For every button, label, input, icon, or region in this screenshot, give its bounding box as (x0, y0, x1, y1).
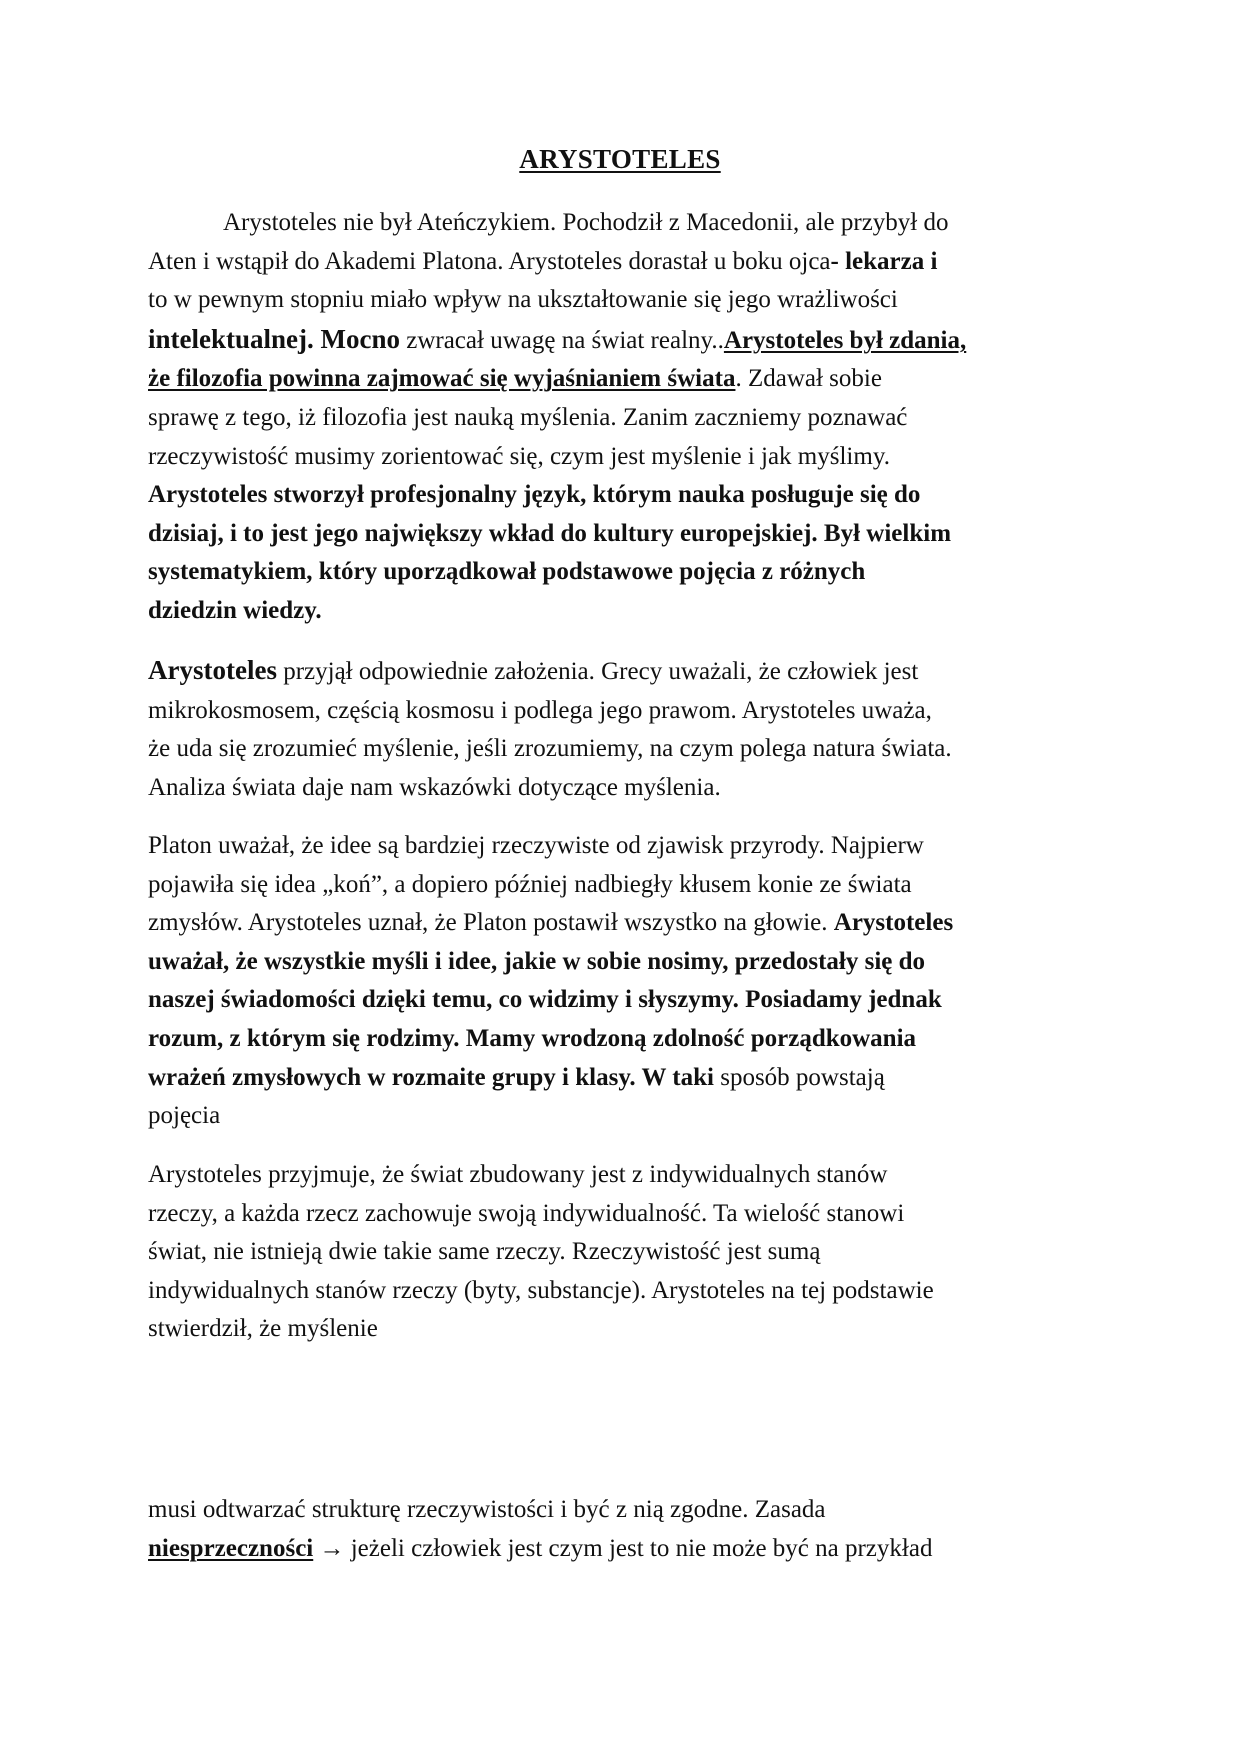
text-line (148, 476, 1096, 515)
text-segment: naszej świadomości dzięki temu, co widzimy i słyszymy. Posiadamy jednak (148, 986, 942, 1014)
text-line (148, 1233, 1096, 1272)
text-segment: . Zdawał sobie (735, 365, 882, 393)
text-segment: że uda się zrozumieć myślenie, jeśli zrozumiemy, na czym polega natura świata. (148, 735, 952, 763)
text-segment: uważał, że wszystkie myśli i idee, jakie w sobie nosimy, przedostały się do (148, 947, 926, 975)
text-line (148, 592, 1096, 631)
text-segment: Platon uważał, że idee są bardziej rzeczywiste od zjawisk przyrody. Najpierw (148, 832, 924, 859)
text-segment: to w pewnym stopniu miało wpływ na ukształtowanie się jego wrażliwości (148, 286, 898, 314)
text-segment: sposób powstają (713, 1063, 885, 1091)
text-line (148, 769, 1096, 808)
text-line (148, 399, 1096, 438)
text-line (148, 1530, 1096, 1569)
text-segment: Analiza świata daje nam wskazówki dotyczące myślenia. (148, 773, 721, 801)
text-line (148, 692, 1096, 731)
text-segment: Arystoteles nie był Ateńczykiem. Pochodził z Macedonii, ale przybył do (223, 209, 949, 236)
text-segment: przyjął odpowiednie założenia. Grecy uważali, że człowiek jest (276, 658, 919, 685)
text-line (148, 1272, 1096, 1311)
text-line (148, 243, 1096, 282)
text-segment: Arystoteles przyjmuje, że świat zbudowany jest z indywidualnych stanów (148, 1161, 888, 1188)
text-segment: rzeczy, a każda rzecz zachowuje swoją indywidualność. Ta wielość stanowi (148, 1199, 905, 1227)
text-line (148, 1310, 1096, 1349)
text-segment: że filozofia powinna zajmować się wyjaśnianiem świata (148, 365, 736, 393)
text-segment: Arystoteles był zdania, (723, 326, 967, 354)
text-line (148, 1097, 1096, 1136)
text-line (148, 515, 1096, 554)
text-line (148, 1195, 1096, 1234)
text-segment: niesprzeczności (148, 1534, 314, 1562)
text-segment: musi odtwarzać strukturę rzeczywistości i być z nią zgodne. Zasada (148, 1496, 826, 1523)
text-segment: mikrokosmosem, częścią kosmosu i podlega jego prawom. Arystoteles uważa, (148, 696, 932, 724)
text-line (148, 827, 1096, 866)
text-segment: jeżeli człowiek jest czym jest to nie może być na przykład (350, 1534, 933, 1562)
text-line (148, 904, 1096, 943)
paragraph-4 (148, 1156, 1096, 1349)
text-segment: systematykiem, który uporządkował podstawowe pojęcia z różnych (148, 558, 866, 586)
text-line (148, 730, 1096, 769)
text-segment: dziedzin wiedzy. (148, 596, 322, 624)
text-line (148, 1491, 1096, 1530)
text-line (148, 866, 1096, 905)
text-segment: Arystoteles (833, 909, 954, 937)
text-segment: sprawę z tego, iż filozofia jest nauką myślenia. Zanim zaczniemy poznawać (148, 403, 908, 431)
text-segment: pojawiła się idea „koń”, a dopiero później nadbiegły kłusem konie ze świata (148, 870, 912, 898)
text-line (148, 1059, 1096, 1098)
text-segment: świat, nie istnieją dwie takie same rzeczy. Rzeczywistość jest sumą (148, 1238, 821, 1266)
text-segment: → (313, 1534, 351, 1562)
document-title: ARYSTOTELES (519, 144, 721, 174)
text-segment: Arystoteles (148, 655, 277, 685)
text-segment: wrażeń zmysłowych w rozmaite grupy i klasy. W taki (148, 1063, 714, 1091)
text-line (148, 204, 1096, 243)
paragraph-5 (148, 1491, 1096, 1568)
text-line (148, 1156, 1096, 1195)
text-line (148, 943, 1096, 982)
text-segment: dzisiaj, i to jest jego największy wkład do kultury europejskiej. Był wielkim (148, 519, 952, 547)
text-segment: rozum, z którym się rodzimy. Mamy wrodzoną zdolność porządkowania (148, 1024, 917, 1052)
text-line (148, 320, 1096, 361)
text-segment: Arystoteles stworzył profesjonalny język, którym nauka posługuje się do (148, 481, 921, 509)
text-line (148, 553, 1096, 592)
text-segment: zmysłów. Arystoteles uznał, że Platon postawił wszystko na głowie. (148, 909, 834, 937)
text-segment: pojęcia (148, 1102, 221, 1130)
paragraph-3 (148, 827, 1096, 1136)
paragraph-1 (148, 204, 1096, 631)
text-line (148, 981, 1096, 1020)
text-line (148, 281, 1096, 320)
text-line (148, 438, 1096, 477)
text-segment: rzeczywistość musimy zorientować się, czym jest myślenie i jak myślimy. (148, 442, 890, 470)
text-segment: - lekarza i (830, 247, 938, 275)
paragraph-2 (148, 651, 1096, 807)
text-line (148, 1020, 1096, 1059)
text-segment: stwierdził, że myślenie (148, 1315, 378, 1343)
text-line (148, 360, 1096, 399)
text-segment: intelektualnej. Mocno (148, 323, 400, 354)
text-segment: zwracał uwagę na świat realny.. (399, 326, 724, 354)
text-segment: indywidualnych stanów rzeczy (byty, substancje). Arystoteles na tej podstawie (148, 1276, 934, 1304)
text-line (148, 651, 1096, 692)
text-segment: Aten i wstąpił do Akademi Platona. Arystoteles dorastał u boku ojca (148, 247, 831, 275)
